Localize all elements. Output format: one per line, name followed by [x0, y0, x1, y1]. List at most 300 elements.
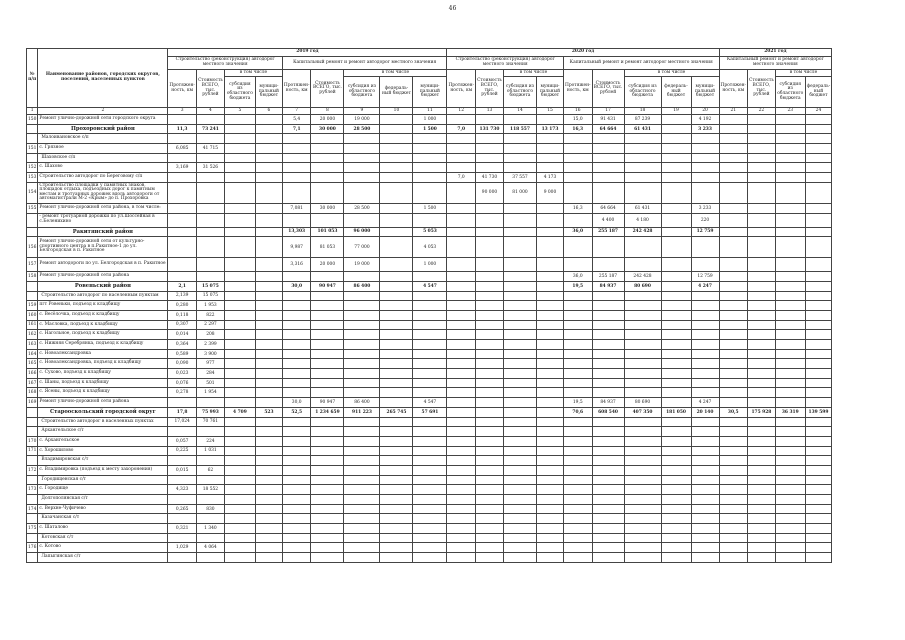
value-cell — [592, 153, 624, 163]
value-cell — [447, 281, 476, 291]
value-cell — [475, 543, 503, 553]
value-cell — [563, 237, 592, 258]
value-cell: 4 064 — [196, 543, 224, 553]
value-cell — [775, 427, 805, 437]
value-cell — [775, 258, 805, 272]
value-cell — [691, 301, 719, 311]
column-number-cell: 18 — [624, 108, 661, 115]
table-row — [27, 359, 832, 369]
value-cell — [413, 553, 447, 563]
value-cell — [224, 378, 255, 388]
row-number-cell — [27, 475, 38, 485]
value-cell — [624, 388, 661, 398]
value-cell — [255, 543, 282, 553]
row-number-cell: 176 — [27, 543, 38, 553]
value-cell — [624, 427, 661, 437]
row-number-cell: 163 — [27, 340, 38, 350]
value-cell — [447, 359, 476, 369]
value-cell: 3,316 — [282, 258, 311, 272]
value-cell — [447, 163, 476, 173]
value-cell — [475, 369, 503, 379]
value-cell — [661, 359, 691, 369]
value-cell: 73 241 — [196, 124, 224, 134]
table-row — [27, 173, 832, 183]
value-cell — [748, 378, 776, 388]
value-cell: 0,321 — [168, 524, 197, 534]
value-cell — [691, 310, 719, 320]
value-cell — [624, 369, 661, 379]
value-cell — [719, 504, 748, 514]
value-cell — [661, 514, 691, 524]
value-cell — [536, 533, 563, 543]
row-number-cell — [27, 417, 38, 427]
value-cell — [344, 349, 380, 359]
value-cell — [748, 237, 776, 258]
value-cell — [447, 310, 476, 320]
value-cell — [661, 417, 691, 427]
value-cell: 0,118 — [168, 310, 197, 320]
value-cell: 62 — [196, 465, 224, 475]
value-cell — [168, 173, 197, 183]
value-cell — [563, 495, 592, 505]
value-cell — [719, 359, 748, 369]
value-cell — [224, 436, 255, 446]
value-cell — [691, 543, 719, 553]
value-cell — [224, 134, 255, 144]
value-cell: 181 050 — [661, 407, 691, 417]
value-cell: 30,0 — [282, 398, 311, 408]
value-cell: 4,323 — [168, 485, 197, 495]
value-cell — [775, 134, 805, 144]
value-cell — [661, 349, 691, 359]
value-cell — [536, 359, 563, 369]
value-cell — [719, 163, 748, 173]
value-cell — [196, 456, 224, 466]
value-cell — [447, 134, 476, 144]
value-cell — [661, 281, 691, 291]
value-cell — [475, 533, 503, 543]
value-cell: 84 937 — [592, 281, 624, 291]
value-cell — [447, 427, 476, 437]
value-cell — [447, 398, 476, 408]
value-cell — [775, 475, 805, 485]
value-cell — [805, 144, 831, 154]
value-cell — [380, 340, 413, 350]
value-cell — [805, 524, 831, 534]
value-cell — [255, 359, 282, 369]
value-cell — [311, 330, 344, 340]
value-cell — [624, 543, 661, 553]
value-cell — [475, 301, 503, 311]
column-number-cell: 8 — [311, 108, 344, 115]
value-cell — [748, 524, 776, 534]
value-cell — [344, 465, 380, 475]
value-cell — [344, 134, 380, 144]
value-cell — [475, 427, 503, 437]
value-cell: 0,015 — [168, 465, 197, 475]
value-cell — [503, 475, 536, 485]
value-cell: 5,4 — [282, 115, 311, 125]
row-number-cell: 172 — [27, 465, 38, 475]
value-cell — [805, 340, 831, 350]
value-cell — [475, 349, 503, 359]
value-cell — [563, 349, 592, 359]
value-cell — [661, 485, 691, 495]
value-cell — [344, 173, 380, 183]
value-cell: 16,3 — [563, 124, 592, 134]
table-row — [27, 398, 832, 408]
value-cell — [536, 504, 563, 514]
value-cell: 30 000 — [311, 203, 344, 213]
value-cell — [475, 115, 503, 125]
value-cell — [380, 281, 413, 291]
value-cell — [344, 475, 380, 485]
value-cell — [311, 301, 344, 311]
value-cell — [748, 281, 776, 291]
value-cell — [282, 378, 311, 388]
value-cell — [748, 144, 776, 154]
value-cell — [447, 213, 476, 227]
value-cell — [624, 378, 661, 388]
value-cell — [255, 533, 282, 543]
value-cell: 4 192 — [691, 115, 719, 125]
value-cell — [344, 144, 380, 154]
value-cell — [805, 115, 831, 125]
value-cell — [805, 533, 831, 543]
subgroup-row — [27, 427, 832, 437]
table-row — [27, 144, 832, 154]
value-cell — [255, 291, 282, 301]
value-cell — [592, 340, 624, 350]
repair-2021-header: Капитальный ремонт и ремонт автодорог местного значения — [719, 57, 832, 70]
value-cell — [775, 524, 805, 534]
value-cell: 7,0 — [447, 173, 476, 183]
value-cell — [661, 553, 691, 563]
value-cell — [413, 153, 447, 163]
value-cell: 13 173 — [536, 124, 563, 134]
value-cell — [344, 301, 380, 311]
value-cell — [719, 173, 748, 183]
value-cell: 30 000 — [311, 124, 344, 134]
value-cell — [775, 227, 805, 237]
row-name-cell: Долгополянская с/т — [38, 495, 168, 505]
value-cell — [661, 475, 691, 485]
value-cell — [413, 173, 447, 183]
value-cell — [475, 485, 503, 495]
value-cell — [413, 475, 447, 485]
value-cell — [447, 514, 476, 524]
value-cell — [748, 436, 776, 446]
value-cell — [255, 144, 282, 154]
value-cell — [255, 203, 282, 213]
value-cell — [775, 533, 805, 543]
value-cell — [311, 369, 344, 379]
value-cell — [224, 456, 255, 466]
value-cell — [536, 163, 563, 173]
value-cell — [748, 330, 776, 340]
value-cell — [380, 115, 413, 125]
value-cell — [592, 320, 624, 330]
table-header — [27, 49, 832, 115]
value-cell — [719, 427, 748, 437]
value-cell — [344, 504, 380, 514]
value-cell — [624, 349, 661, 359]
value-cell — [563, 258, 592, 272]
row-name-cell: с. Владимировка (подъезд к месту захоронения) — [38, 465, 168, 475]
row-number-cell: 161 — [27, 320, 38, 330]
table-row — [27, 182, 832, 203]
row-number-cell — [27, 281, 38, 291]
value-cell — [775, 203, 805, 213]
value-cell: 2 297 — [196, 320, 224, 330]
value-cell — [282, 456, 311, 466]
value-cell — [282, 301, 311, 311]
value-cell — [475, 291, 503, 301]
value-cell — [380, 310, 413, 320]
value-cell — [624, 436, 661, 446]
value-cell — [475, 330, 503, 340]
value-cell — [661, 153, 691, 163]
value-cell — [661, 291, 691, 301]
value-cell — [503, 407, 536, 417]
value-cell — [719, 553, 748, 563]
value-cell — [775, 349, 805, 359]
value-cell — [224, 124, 255, 134]
value-cell: 15,0 — [563, 115, 592, 125]
value-cell: 28 500 — [344, 203, 380, 213]
column-number-cell: 23 — [775, 108, 805, 115]
subgroup-row — [27, 134, 832, 144]
value-cell — [196, 182, 224, 203]
value-cell: 30,5 — [719, 407, 748, 417]
value-cell — [536, 258, 563, 272]
value-cell — [661, 258, 691, 272]
value-cell — [748, 427, 776, 437]
value-cell — [661, 203, 691, 213]
value-cell — [775, 495, 805, 505]
value-cell — [413, 446, 447, 456]
value-cell — [592, 237, 624, 258]
table-row — [27, 378, 832, 388]
value-cell — [691, 163, 719, 173]
value-cell: 1 234 659 — [311, 407, 344, 417]
row-number-cell — [27, 227, 38, 237]
value-cell — [255, 173, 282, 183]
value-cell — [380, 485, 413, 495]
value-cell — [691, 349, 719, 359]
value-cell — [592, 258, 624, 272]
value-cell — [503, 369, 536, 379]
row-name-cell: с. Новоалександровка, подъезд к кладбищу — [38, 359, 168, 369]
value-cell — [805, 553, 831, 563]
row-number-cell: 154 — [27, 182, 38, 203]
value-cell — [255, 340, 282, 350]
value-cell: 0,589 — [168, 349, 197, 359]
value-cell — [168, 213, 197, 227]
value-cell — [624, 524, 661, 534]
value-cell — [775, 213, 805, 227]
row-number-cell: 156 — [27, 237, 38, 258]
value-cell: 17,024 — [168, 417, 197, 427]
value-cell — [775, 115, 805, 125]
value-cell — [563, 388, 592, 398]
value-cell — [282, 427, 311, 437]
value-cell — [344, 514, 380, 524]
row-number-cell — [27, 407, 38, 417]
value-cell — [691, 485, 719, 495]
value-cell — [447, 495, 476, 505]
value-cell — [536, 203, 563, 213]
value-cell: 822 — [196, 310, 224, 320]
value-cell — [224, 349, 255, 359]
value-cell — [775, 417, 805, 427]
value-cell — [661, 465, 691, 475]
value-cell: 0,057 — [168, 436, 197, 446]
value-cell — [475, 359, 503, 369]
value-cell — [196, 398, 224, 408]
value-cell — [475, 281, 503, 291]
value-cell — [563, 417, 592, 427]
value-cell — [563, 163, 592, 173]
value-cell — [311, 134, 344, 144]
value-cell — [592, 144, 624, 154]
district-row — [27, 407, 832, 417]
value-cell — [719, 436, 748, 446]
value-cell — [282, 291, 311, 301]
value-cell: 77 000 — [344, 237, 380, 258]
value-cell — [447, 349, 476, 359]
value-cell — [719, 485, 748, 495]
value-cell — [592, 427, 624, 437]
value-cell — [503, 465, 536, 475]
value-cell — [311, 144, 344, 154]
value-cell: 30,0 — [282, 281, 311, 291]
value-cell — [719, 543, 748, 553]
value-cell — [805, 281, 831, 291]
value-cell — [413, 427, 447, 437]
value-cell — [719, 272, 748, 282]
value-cell — [311, 173, 344, 183]
value-cell — [661, 163, 691, 173]
value-cell: 2,1 — [168, 281, 197, 291]
value-cell — [344, 456, 380, 466]
repair-2020-header: Капитальный ремонт и ремонт автодорог местного значения — [563, 57, 719, 70]
value-cell — [224, 495, 255, 505]
value-cell — [719, 227, 748, 237]
value-cell — [536, 330, 563, 340]
table-row — [27, 237, 832, 258]
value-cell — [380, 504, 413, 514]
value-cell — [311, 388, 344, 398]
value-cell — [224, 514, 255, 524]
value-cell — [748, 173, 776, 183]
value-cell — [255, 369, 282, 379]
value-cell: 2 399 — [196, 340, 224, 350]
value-cell — [168, 258, 197, 272]
value-cell — [255, 330, 282, 340]
value-cell — [344, 340, 380, 350]
value-cell — [691, 475, 719, 485]
subgroup-row — [27, 475, 832, 485]
value-cell — [475, 504, 503, 514]
value-cell — [805, 398, 831, 408]
table-row — [27, 388, 832, 398]
column-number-cell: 21 — [719, 108, 748, 115]
value-cell — [805, 213, 831, 227]
value-cell — [282, 320, 311, 330]
value-cell — [380, 173, 413, 183]
value-cell — [719, 134, 748, 144]
value-cell — [380, 203, 413, 213]
row-name-cell: с. Нижняя Серебрянка, подъезд к кладбищу — [38, 340, 168, 350]
value-cell — [563, 533, 592, 543]
row-name-cell: Казачанская с/т — [38, 514, 168, 524]
value-cell — [475, 258, 503, 272]
value-cell — [691, 436, 719, 446]
value-cell — [196, 272, 224, 282]
column-number-cell: 12 — [447, 108, 476, 115]
value-cell — [691, 417, 719, 427]
value-cell — [775, 320, 805, 330]
value-cell — [719, 301, 748, 311]
subsidy-header: субсидия из областного бюджета — [775, 77, 805, 108]
value-cell: 70 761 — [196, 417, 224, 427]
value-cell — [224, 227, 255, 237]
value-cell — [624, 320, 661, 330]
value-cell — [311, 485, 344, 495]
row-name-cell: Ремонт улично-дорожной сети района — [38, 398, 168, 408]
value-cell — [624, 258, 661, 272]
value-cell — [224, 320, 255, 330]
value-cell — [282, 163, 311, 173]
value-cell: 19,5 — [563, 281, 592, 291]
value-cell — [691, 456, 719, 466]
value-cell — [748, 398, 776, 408]
value-cell — [748, 310, 776, 320]
value-cell — [563, 310, 592, 320]
value-cell — [661, 543, 691, 553]
value-cell: 80 690 — [624, 398, 661, 408]
value-cell — [380, 495, 413, 505]
value-cell — [380, 543, 413, 553]
value-cell — [475, 134, 503, 144]
subsidy-header: субсидия из областного бюджета — [224, 77, 255, 108]
value-cell — [691, 504, 719, 514]
value-cell — [661, 456, 691, 466]
row-name-cell: пгт Ровеньки, подъезд к кладбищу — [38, 301, 168, 311]
value-cell — [748, 203, 776, 213]
value-cell — [748, 213, 776, 227]
value-cell — [380, 301, 413, 311]
value-cell — [775, 301, 805, 311]
value-cell — [196, 475, 224, 485]
value-cell — [503, 495, 536, 505]
value-cell — [719, 310, 748, 320]
value-cell — [413, 163, 447, 173]
value-cell — [413, 272, 447, 282]
value-cell — [475, 163, 503, 173]
value-cell — [311, 340, 344, 350]
value-cell — [475, 407, 503, 417]
value-cell — [413, 524, 447, 534]
value-cell — [748, 272, 776, 282]
value-cell — [255, 446, 282, 456]
value-cell — [536, 144, 563, 154]
value-cell — [624, 475, 661, 485]
value-cell: 90 947 — [311, 398, 344, 408]
row-name-cell: с. Шаны, подъезд к кладбищу — [38, 378, 168, 388]
value-cell — [344, 272, 380, 282]
